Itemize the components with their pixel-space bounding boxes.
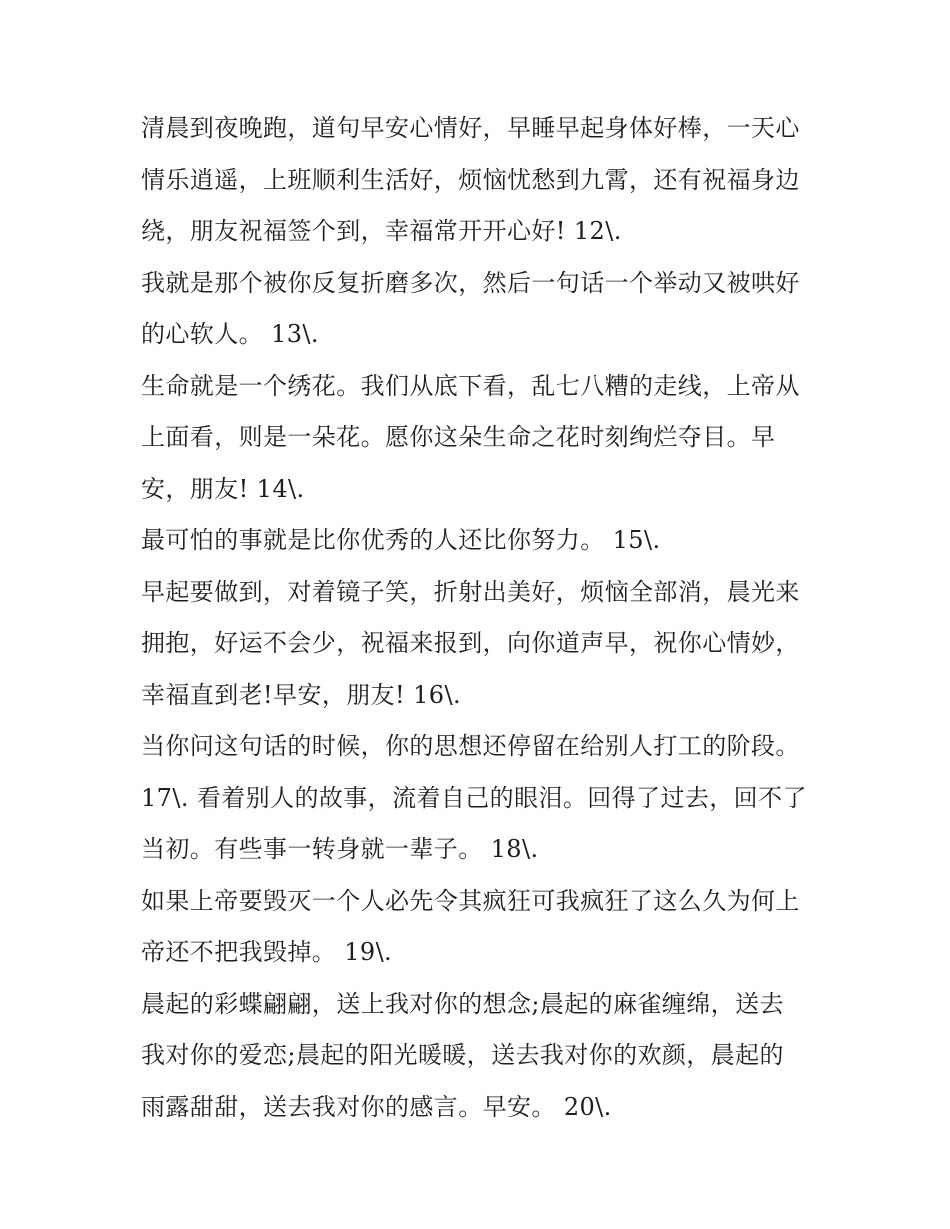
text-line: 我对你的爱恋;晨起的阳光暖暖，送去我对你的欢颜，晨起的 (141, 1041, 784, 1069)
text-line: 当你问这句话的时候，你的思想还停留在给别人打工的阶段。 (141, 732, 800, 760)
text-line: 生命就是一个绣花。我们从底下看，乱七八糟的走线，上帝从 (141, 371, 800, 400)
text-line: 雨露甜甜，送去我对你的感言。早安。 20\. (141, 1092, 612, 1121)
text-line: 情乐逍遥，上班顺利生活好，烦恼忧愁到九霄，还有祝福身边 (141, 165, 800, 194)
text-line: 清晨到夜晚跑，道句早安心情好，早睡早起身体好棒，一天心 (141, 114, 800, 142)
text-line: 安，朋友! 14\. (141, 474, 305, 503)
text-line: 最可怕的事就是比你优秀的人还比你努力。 15\. (141, 526, 661, 554)
text-line: 我就是那个被你反复折磨多次，然后一句话一个举动又被哄好 (141, 268, 800, 297)
text-line: 帝还不把我毁掉。 19\. (141, 938, 393, 966)
text-line: 当初。有些事一转身就一辈子。 18\. (141, 835, 539, 863)
text-line: 上面看，则是一朵花。愿你这朵生命之花时刻绚烂夺目。早 (141, 423, 776, 451)
text-line: 绕，朋友祝福签个到，幸福常开开心好! 12\. (141, 217, 622, 245)
text-line: 晨起的彩蝶翩翩，送上我对你的想念;晨起的麻雀缠绵，送去 (141, 989, 784, 1018)
text-line: 幸福直到老!早安，朋友! 16\. (141, 680, 461, 709)
text-line: 如果上帝要毁灭一个人必先令其疯狂可我疯狂了这么久为何上 (141, 886, 800, 915)
text-line: 早起要做到，对着镜子笑，折射出美好，烦恼全部消，晨光来 (141, 577, 800, 606)
body-text (141, 103, 821, 1133)
text-line: 17\. 看着别人的故事，流着自己的眼泪。回得了过去，回不了 (141, 783, 807, 812)
text-line: 拥抱，好运不会少，祝福来报到，向你道声早，祝你心情妙， (141, 629, 800, 657)
text-line: 的心软人。 13\. (141, 320, 319, 348)
